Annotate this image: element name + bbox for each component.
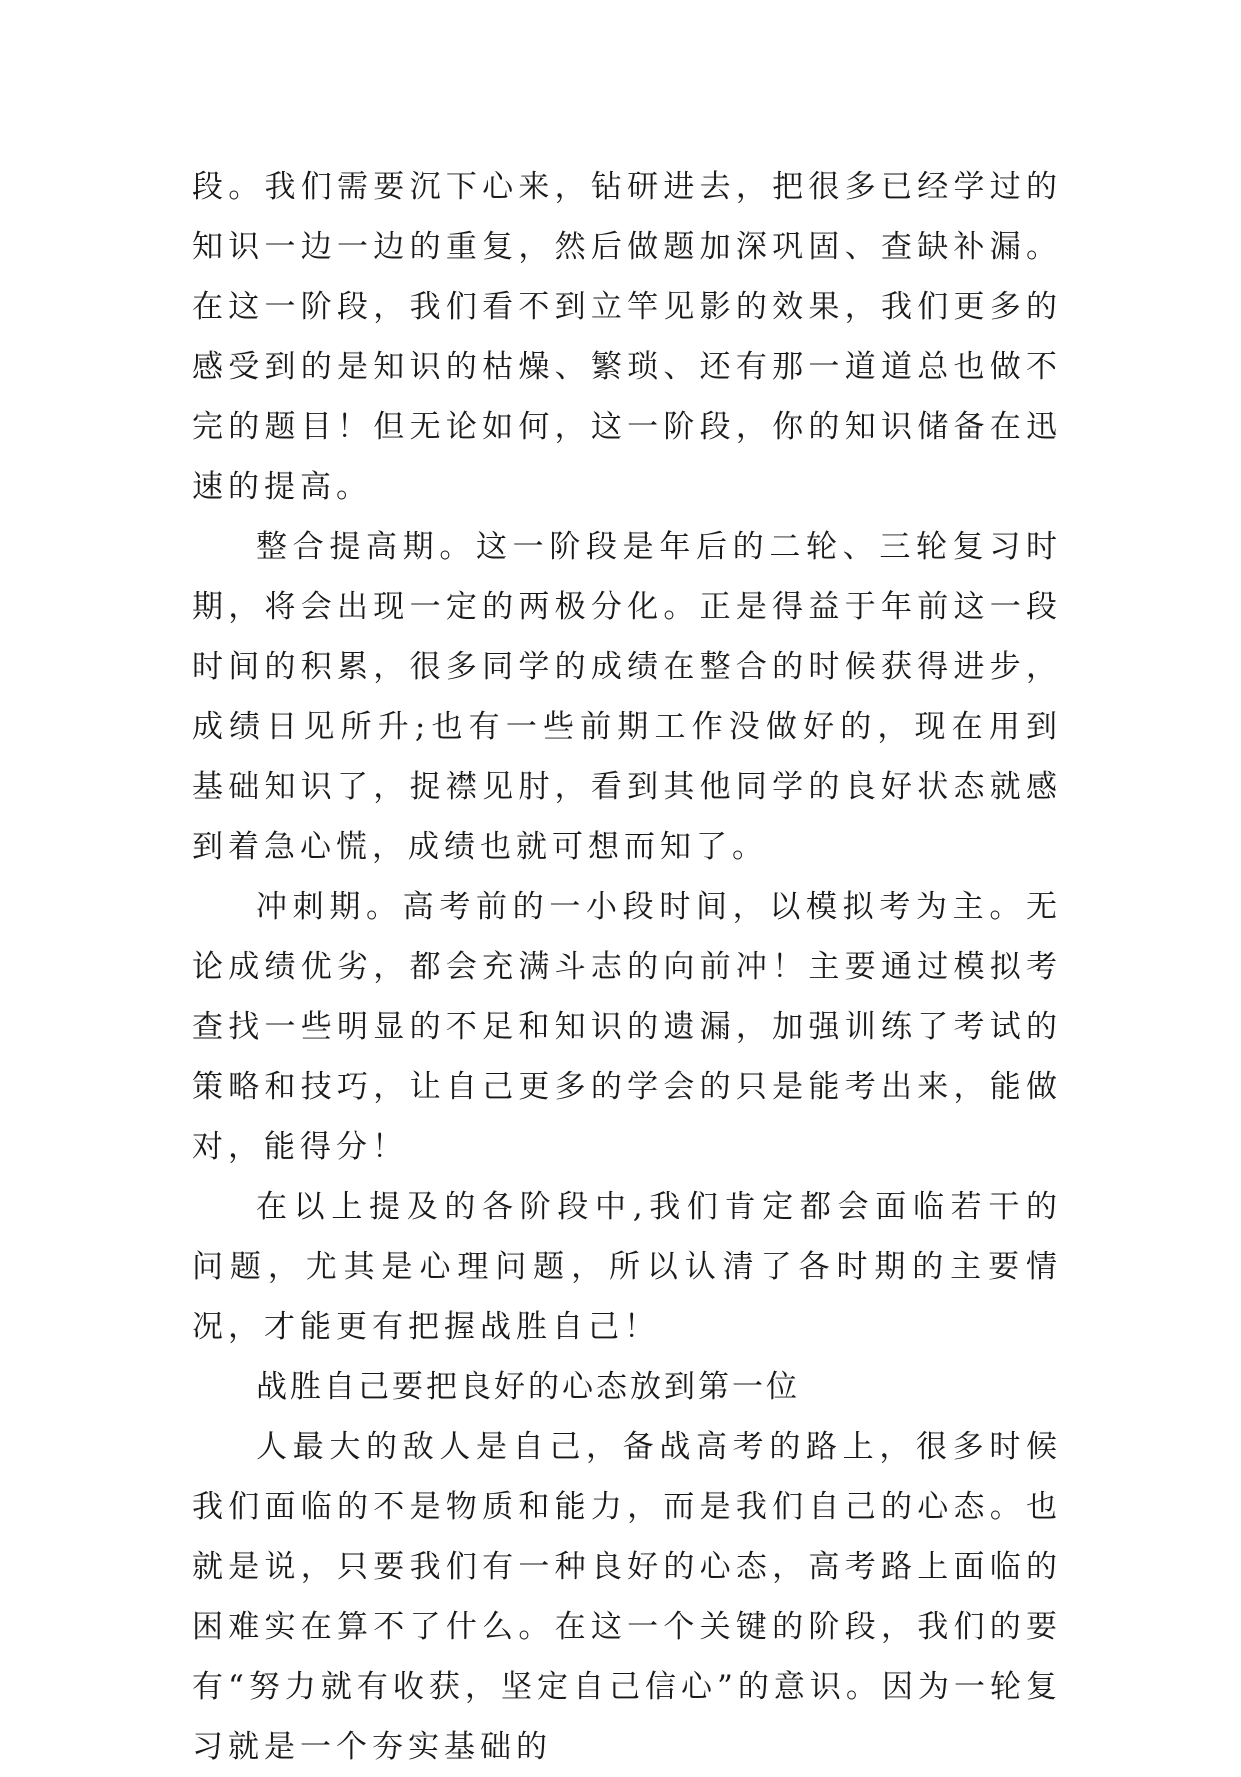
paragraph-integration-phase: 整合提高期。这一阶段是年后的二轮、三轮复习时期，将会出现一定的两极分化。正是得益于年前这一段时间的积累，很多同学的成绩在整合的时候获得进步，成绩日见所升;也有一些前期工作没做好的，现在用到基础知识了，捉襟见肘，看到其他同学的良好状态就感到着急心慌，成绩也就可想而知了。 [192, 529, 1062, 865]
section-heading-mindset: 战胜自己要把良好的心态放到第一位 [256, 1369, 800, 1405]
paragraph-review-phase-continued: 段。我们需要沉下心来，钻研进去，把很多已经学过的知识一边一边的重复，然后做题加深巩固、查缺补漏。在这一阶段，我们看不到立竿见影的效果，我们更多的感受到的是知识的枯燥、繁琐、还有那一道道总也做不完的题目！但无论如何，这一阶段，你的知识储备在迅速的提高。 [192, 169, 1062, 505]
paragraph-sprint-phase: 冲刺期。高考前的一小段时间，以模拟考为主。无论成绩优劣，都会充满斗志的向前冲！主要通过模拟考查找一些明显的不足和知识的遗漏，加强训练了考试的策略和技巧，让自己更多的学会的只是能考出来，能做对，能得分！ [192, 889, 1062, 1165]
paragraph-phase-summary: 在以上提及的各阶段中,我们肯定都会面临若干的问题，尤其是心理问题，所以认清了各时期的主要情况，才能更有把握战胜自己！ [192, 1189, 1062, 1345]
paragraph-mindset: 人最大的敌人是自己，备战高考的路上，很多时候我们面临的不是物质和能力，而是我们自己的心态。也就是说，只要我们有一种良好的心态，高考路上面临的困难实在算不了什么。在这一个关键的阶段，我们的要有“努力就有收获，坚定自己信心”的意识。因为一轮复习就是一个夯实基础的 [192, 1429, 1062, 1765]
document-body [192, 157, 1062, 1777]
